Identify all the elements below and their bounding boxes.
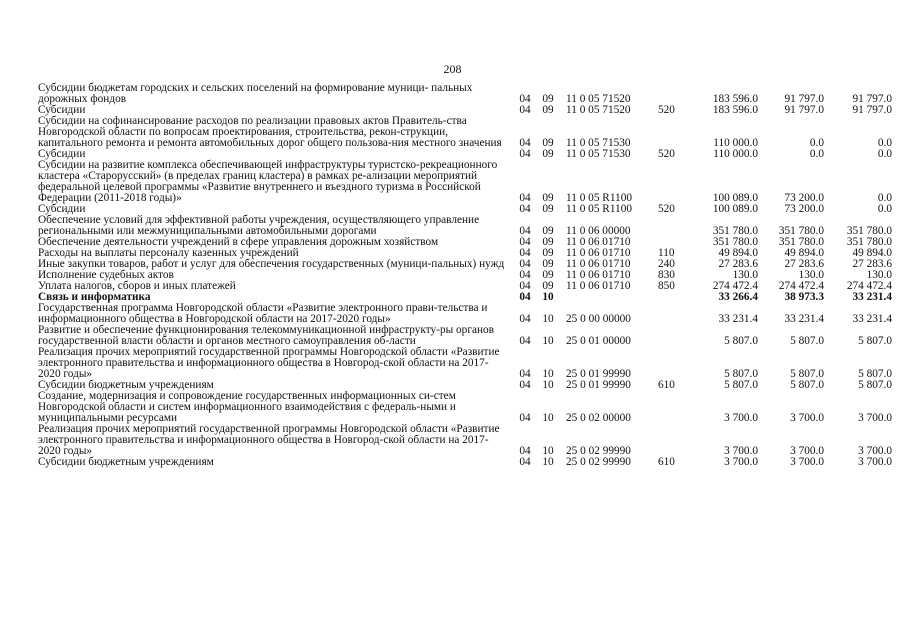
target-article-code (560, 292, 658, 303)
amount-year-2: 73 200.0 (784, 192, 824, 204)
subsection-code: 09 (542, 137, 554, 149)
section-code: 04 (519, 148, 531, 160)
amount-year-2: 3 700.0 (790, 445, 824, 457)
target-article-code: 25 0 01 00000 (566, 335, 631, 347)
amount-year-2: 5 807.0 (790, 368, 824, 380)
amount-year-3: 5 807.0 (858, 368, 892, 380)
amount-year-1: 33 266.4 (718, 291, 758, 303)
row-name: Уплата налогов, сборов и иных платежей (38, 280, 236, 292)
table-row (38, 325, 892, 347)
amount-year-2: 351 780.0 (778, 225, 824, 237)
amount-year-1: 351 780.0 (712, 236, 758, 248)
subsection-code: 09 (542, 225, 554, 237)
amount-year-2: 5 807.0 (790, 379, 824, 391)
amount-year-1: 3 700.0 (724, 456, 758, 468)
section-code: 04 (519, 445, 531, 457)
amount-year-3: 91 797.0 (852, 104, 892, 116)
expense-type-code (658, 325, 686, 347)
amount-year-2: 3 700.0 (790, 456, 824, 468)
amount-year-2: 73 200.0 (784, 203, 824, 215)
amount-year-2: 27 283.6 (784, 258, 824, 270)
expense-type-code: 610 (658, 456, 675, 468)
target-article-code: 25 0 02 00000 (566, 412, 631, 424)
target-article-code: 11 0 05 R1100 (566, 192, 633, 204)
subsection-code: 09 (542, 236, 554, 248)
amount-year-3: 351 780.0 (846, 236, 892, 248)
table-row (38, 116, 892, 149)
amount-year-1: 130.0 (732, 269, 758, 281)
amount-year-3: 33 231.4 (852, 313, 892, 325)
table-row (38, 281, 892, 292)
row-name: Обеспечение деятельности учреждений в сфере управления дорожным хозяйством (38, 236, 439, 248)
subsection-code: 09 (542, 93, 554, 105)
amount-year-1: 110 000.0 (713, 137, 758, 149)
amount-year-2: 351 780.0 (778, 236, 824, 248)
amount-year-3: 0.0 (877, 148, 892, 160)
amount-year-3: 49 894.0 (852, 247, 892, 259)
expense-type-code: 520 (658, 148, 675, 160)
subsection-code: 09 (542, 192, 554, 204)
subsection-code: 09 (542, 269, 554, 281)
section-code: 04 (519, 291, 531, 303)
amount-year-2: 274 472.4 (778, 280, 824, 292)
row-name: Реализация прочих мероприятий государственной программы Новгородской области «Развитие электронного правительства и информационного общества в Новгород-ской области на 2017-2020 годы» (38, 423, 500, 457)
row-name: Государственная программа Новгородской области «Развитие электронного прави-тельства и информационного общества в Новгородской области на 2017-2020 годы» (38, 302, 488, 325)
section-code: 04 (519, 335, 531, 347)
section-code: 04 (519, 236, 531, 248)
section-code: 04 (519, 368, 531, 380)
amount-year-2: 3 700.0 (790, 412, 824, 424)
target-article-code: 25 0 02 99990 (566, 456, 631, 468)
amount-year-3: 91 797.0 (852, 93, 892, 105)
subsection-code: 10 (542, 445, 554, 457)
amount-year-1: 351 780.0 (712, 225, 758, 237)
row-name: Обеспечение условий для эффективной работы учреждения, осуществляющего управление региональными или межмуниципальными автомобильными дорогами (38, 214, 480, 237)
amount-year-3: 3 700.0 (858, 412, 892, 424)
amount-year-2: 38 973.3 (784, 291, 824, 303)
amount-year-1: 100 089.0 (712, 192, 758, 204)
row-name: Исполнение судебных актов (38, 269, 174, 281)
subsection-code: 10 (542, 313, 554, 325)
section-code: 04 (519, 412, 531, 424)
target-article-code: 25 0 02 99990 (566, 445, 631, 457)
section-code: 04 (519, 203, 531, 215)
expense-type-code: 240 (658, 258, 675, 270)
table-row (38, 160, 892, 204)
amount-year-2: 33 231.4 (784, 313, 824, 325)
table-row (38, 457, 892, 468)
amount-year-1: 110 000.0 (713, 148, 758, 160)
amount-year-2: 130.0 (798, 269, 824, 281)
amount-year-3: 0.0 (877, 192, 892, 204)
target-article-code: 11 0 06 01710 (566, 247, 631, 259)
amount-year-3: 351 780.0 (846, 225, 892, 237)
table-row (38, 303, 892, 325)
expense-type-code: 610 (658, 379, 675, 391)
amount-year-1: 49 894.0 (718, 247, 758, 259)
subsection-code: 09 (542, 104, 554, 116)
subsection-code: 10 (542, 291, 554, 303)
subsection-code: 10 (542, 379, 554, 391)
subsection-code: 10 (542, 456, 554, 468)
amount-year-2: 0.0 (809, 137, 824, 149)
subsection-code: 10 (542, 368, 554, 380)
amount-year-3: 0.0 (877, 203, 892, 215)
expense-type-code: 850 (658, 280, 675, 292)
amount-year-3: 5 807.0 (858, 379, 892, 391)
expense-type-code (658, 215, 686, 237)
row-name: Субсидии (38, 148, 86, 160)
expense-type-code (658, 160, 686, 204)
target-article-code: 11 0 06 01710 (566, 280, 631, 292)
section-code: 04 (519, 93, 531, 105)
section-code: 04 (519, 104, 531, 116)
amount-year-1: 27 283.6 (718, 258, 758, 270)
expense-type-code: 110 (658, 247, 675, 259)
subsection-code: 10 (542, 412, 554, 424)
target-article-code: 11 0 05 R1100 (566, 203, 633, 215)
subsection-code: 09 (542, 148, 554, 160)
target-article-code: 11 0 05 71530 (566, 137, 631, 149)
row-name: Субсидии бюджетам городских и сельских поселений на формирование муници- пальных дорожных фондов (38, 82, 473, 105)
page-number: 208 (443, 62, 462, 76)
amount-year-3: 3 700.0 (858, 456, 892, 468)
amount-year-3: 27 283.6 (852, 258, 892, 270)
section-code: 04 (519, 258, 531, 270)
row-name: Расходы на выплаты персоналу казенных учреждений (38, 247, 299, 259)
amount-year-1: 5 807.0 (724, 379, 758, 391)
expense-type-code: 520 (658, 203, 675, 215)
target-article-code: 11 0 06 01710 (566, 236, 631, 248)
subsection-code: 10 (542, 335, 554, 347)
target-article-code: 11 0 06 01710 (566, 258, 631, 270)
section-code: 04 (519, 313, 531, 325)
amount-year-2: 5 807.0 (790, 335, 824, 347)
table-row (38, 215, 892, 237)
row-name: Субсидии бюджетным учреждениям (38, 456, 214, 468)
amount-year-2: 0.0 (809, 148, 824, 160)
row-name: Субсидии (38, 104, 86, 116)
amount-year-2: 91 797.0 (784, 93, 824, 105)
budget-table (38, 83, 892, 468)
table-row (38, 391, 892, 424)
subsection-code: 09 (542, 247, 554, 259)
amount-year-3: 3 700.0 (858, 445, 892, 457)
expense-type-code (658, 83, 686, 105)
table-row (38, 424, 892, 457)
target-article-code: 25 0 01 99990 (566, 379, 631, 391)
row-name: Связь и информатика (38, 291, 151, 303)
section-code: 04 (519, 247, 531, 259)
amount-year-1: 3 700.0 (724, 445, 758, 457)
section-code: 04 (519, 456, 531, 468)
section-code: 04 (519, 379, 531, 391)
row-name: Субсидии (38, 203, 86, 215)
amount-year-3: 274 472.4 (846, 280, 892, 292)
row-name: Развитие и обеспечение функционирования телекоммуникационной инфраструкту-ры органов государственной власти области и органов местного самоуправления об-ласти (38, 324, 495, 347)
subsection-code: 09 (542, 280, 554, 292)
subsection-code: 09 (542, 203, 554, 215)
amount-year-3: 130.0 (866, 269, 892, 281)
target-article-code: 25 0 00 00000 (566, 313, 631, 325)
target-article-code: 25 0 01 99990 (566, 368, 631, 380)
amount-year-1: 33 231.4 (718, 313, 758, 325)
amount-year-3: 0.0 (877, 137, 892, 149)
expense-type-code (658, 292, 686, 303)
expense-type-code (658, 116, 686, 149)
section-code: 04 (519, 137, 531, 149)
subsection-code: 09 (542, 258, 554, 270)
amount-year-2: 91 797.0 (784, 104, 824, 116)
amount-year-2: 49 894.0 (784, 247, 824, 259)
row-name: Реализация прочих мероприятий государственной программы Новгородской области «Развитие электронного правительства и информационного общества в Новгород-ской области на 2017-2020 годы» (38, 346, 500, 380)
table-row (38, 83, 892, 105)
expense-type-code (658, 303, 686, 325)
target-article-code: 11 0 05 71530 (566, 148, 631, 160)
amount-year-3: 5 807.0 (858, 335, 892, 347)
amount-year-1: 183 596.0 (712, 104, 758, 116)
target-article-code: 11 0 05 71520 (566, 104, 631, 116)
target-article-code: 11 0 06 01710 (566, 269, 631, 281)
row-name: Субсидии бюджетным учреждениям (38, 379, 214, 391)
target-article-code: 11 0 05 71520 (566, 93, 631, 105)
section-code: 04 (519, 192, 531, 204)
row-name: Субсидии на софинансирование расходов по реализации правовых актов Правитель-ства Новгородской области по вопросам проектирования, строительства, рекон-струкции, капитального ремонта и ремонта автомобильных дорог общего пользова-ния местного значения (38, 115, 502, 149)
expense-type-code: 830 (658, 269, 675, 281)
row-name: Субсидии на развитие комплекса обеспечивающей инфраструктуры туристско-рекреационного кластера «Старорусский» (в пределах границ кластера) в рамках ре-ализации мероприятий федеральной целевой программы «Развитие внутреннего и въездного туризма в Российской Федерации (2011-2018 годы)» (38, 159, 498, 204)
section-code: 04 (519, 280, 531, 292)
target-article-code: 11 0 06 00000 (566, 225, 631, 237)
section-code: 04 (519, 225, 531, 237)
expense-type-code (658, 391, 686, 424)
amount-year-1: 5 807.0 (724, 335, 758, 347)
amount-year-1: 100 089.0 (712, 203, 758, 215)
section-code: 04 (519, 269, 531, 281)
budget-table-body (38, 83, 892, 468)
amount-year-1: 274 472.4 (712, 280, 758, 292)
expense-type-code: 520 (658, 104, 675, 116)
expense-type-code (658, 347, 686, 380)
row-name: Создание, модернизация и сопровождение государственных информационных си-стем Новгородской области и систем информационного взаимодействия с федераль-ными и муниципальными ресурсами (38, 390, 456, 424)
table-row (38, 347, 892, 380)
expense-type-code (658, 424, 686, 457)
row-name: Иные закупки товаров, работ и услуг для обеспечения государственных (муници-пальных) нужд (38, 258, 505, 270)
amount-year-1: 3 700.0 (724, 412, 758, 424)
amount-year-3: 33 231.4 (852, 291, 892, 303)
amount-year-1: 5 807.0 (724, 368, 758, 380)
amount-year-1: 183 596.0 (712, 93, 758, 105)
